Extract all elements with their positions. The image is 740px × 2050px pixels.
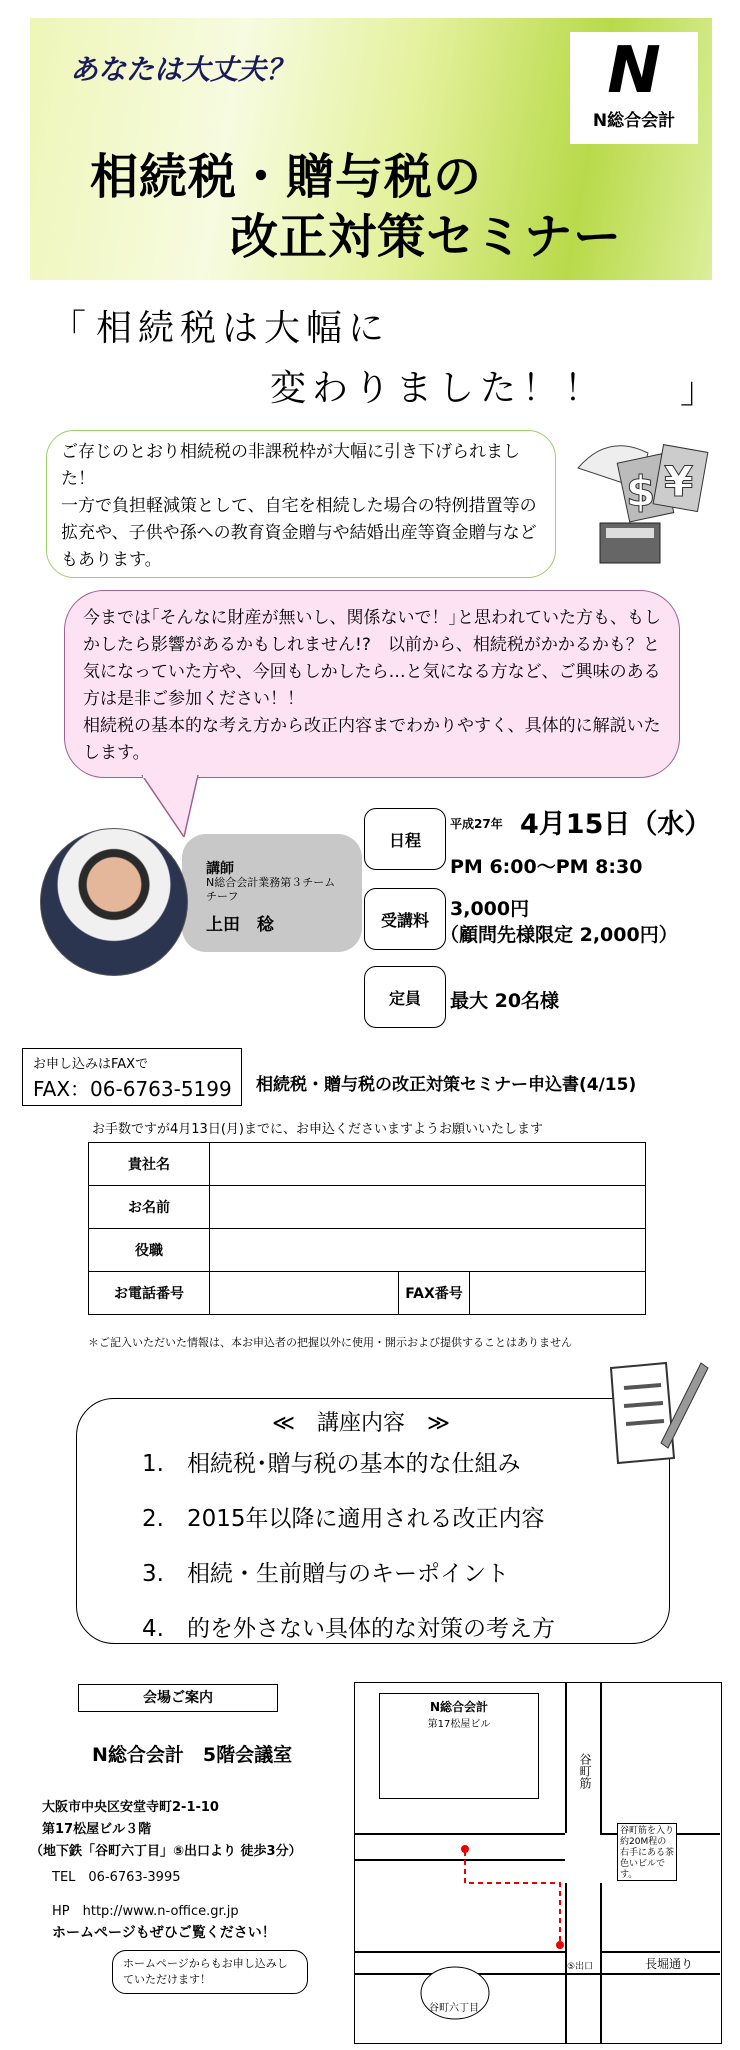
map-street-horizontal: 長堀通り: [645, 1957, 694, 1971]
tagline: あなたは大丈夫？: [70, 53, 295, 86]
fee-value: 3,000円: [450, 898, 530, 920]
money-illustration-icon: [568, 428, 718, 573]
map-building: 第17松屋ビル: [427, 1719, 491, 1730]
web-apply-note: [112, 1950, 308, 1994]
page-title-line2: 改正対策セミナー: [230, 209, 623, 265]
venue-name: N総合会計 5階会議室: [92, 1744, 293, 1766]
company-input[interactable]: [210, 1143, 646, 1186]
map-note: 谷町筋を入り約20M程の右手にある茶色いビルです。: [617, 1823, 677, 1881]
outline-title: ≪ 講座内容 ≫: [272, 1411, 451, 1436]
application-form: [88, 1142, 646, 1315]
fee-note: （顧問先様限定 2,000円）: [440, 924, 678, 946]
outline-item: 2. 2015年以降に適用される改正内容: [142, 1506, 545, 1532]
table-row: [89, 1229, 646, 1272]
privacy-note: ＊ご記入いただいた情報は、本お申込者の把握以外に使用・開示および提供することはありません: [88, 1336, 572, 1349]
intro-text: ご存じのとおり相続税の非課税枠が大幅に引き下げられました！ 一方で負担軽減策として、自宅を相続した場合の特例措置等の拡充や、子供や孫への教育資金贈与や結婚出産等資金贈与などもあります。: [61, 442, 537, 570]
web-apply-text: ホームページからもお申し込みしていただけます！: [123, 1957, 288, 1986]
logo-mark: N: [607, 34, 661, 108]
capacity-value: 最大 20名様: [450, 990, 560, 1012]
quote-close: 」: [680, 370, 723, 411]
bubble-tail-icon: [140, 775, 200, 837]
venue-heading: 会場ご案内: [78, 1684, 278, 1712]
table-row: [89, 1272, 646, 1315]
page-title-line1: 相続税・贈与税の: [90, 149, 483, 205]
intro-box: [46, 430, 556, 578]
logo-text: N総合会計: [592, 111, 676, 131]
map-office-name: N総合会計: [429, 1700, 489, 1714]
form-title: 相続税・贈与税の改正対策セミナー申込書(4/15): [256, 1075, 637, 1095]
lecturer-affiliation: N総合会計業務第３チーム チーフ: [206, 876, 347, 903]
table-row: [89, 1186, 646, 1229]
fax-note: お申し込みはFAXで: [33, 1057, 149, 1072]
fee-label: 受講料: [364, 888, 446, 950]
phone-input[interactable]: [210, 1272, 399, 1315]
company-logo: [570, 32, 698, 144]
speech-bubble: [64, 590, 680, 778]
svg-text:¥: ¥: [664, 457, 694, 506]
lecturer-card: [182, 834, 362, 952]
name-label: お名前: [89, 1186, 210, 1229]
position-label: 役職: [89, 1229, 210, 1272]
fax-label: FAX番号: [399, 1272, 470, 1315]
lecturer-role: 講師: [206, 861, 234, 877]
svg-text:$: $: [626, 467, 656, 516]
header-banner: [30, 18, 712, 280]
capacity-label: 定員: [364, 966, 446, 1028]
fax-input[interactable]: [470, 1272, 646, 1315]
venue-address2: 第17松屋ビル３階: [42, 1822, 152, 1837]
map-street-vertical: 谷町筋: [578, 1753, 592, 1789]
venue-tel: TEL 06-6763-3995: [52, 1870, 181, 1885]
document-pen-icon: [606, 1358, 710, 1468]
outline-item: 4. 的を外さない具体的な対策の考え方: [142, 1616, 555, 1642]
name-input[interactable]: [210, 1186, 646, 1229]
quote-line1: 相続税は大幅に: [96, 308, 391, 349]
quote-open: 「: [50, 308, 93, 349]
outline-item: 3. 相続・生前贈与のキーポイント: [142, 1561, 509, 1587]
quote-line2: 変わりました！！: [270, 368, 607, 409]
lecturer-name: 上田 稔: [206, 915, 274, 935]
table-row: [89, 1143, 646, 1186]
venue-homepage[interactable]: HP http://www.n-office.gr.jp: [52, 1904, 239, 1919]
date-label: 日程: [364, 808, 446, 870]
phone-label: お電話番号: [89, 1272, 210, 1315]
venue-access: （地下鉄「谷町六丁目」⑤出口より 徒歩3分）: [30, 1844, 302, 1859]
homepage-note: ホームページもぜひご覧ください！: [52, 1925, 276, 1941]
bubble-text: 今までは｢そんなに財産が無いし、関係ないで！｣と思われていた方も、もしかしたら影響があるかもしれません!? 以前から、相続税がかかるかも？と気になっていた方や、今回もしかしたら…と気になる方など、ご興味のある方は是非ご参加ください！！ 相続税の基本的な考え方から改正内容までわかりやすく、具体的に解説いたします。: [83, 608, 661, 763]
fax-number: FAX：06-6763-5199: [33, 1077, 232, 1101]
date-main: 4月15日（水）: [520, 809, 712, 840]
time-value: PM 6:00～PM 8:30: [450, 856, 643, 878]
date-prefix: 平成27年: [450, 817, 503, 831]
access-map: [354, 1682, 722, 2044]
map-exit: ⑤出口: [567, 1962, 594, 1972]
venue-address1: 大阪市中央区安堂寺町2-1-10: [42, 1800, 219, 1815]
deadline-note: お手数ですが4月13日(月)までに、お申込くださいますようお願いいたします: [92, 1122, 543, 1137]
fax-box: [22, 1048, 242, 1106]
company-label: 貴社名: [89, 1143, 210, 1186]
map-station: 谷町六丁目: [429, 2003, 479, 2014]
position-input[interactable]: [210, 1229, 646, 1272]
lecturer-photo: [40, 828, 188, 976]
outline-item: 1. 相続税･贈与税の基本的な仕組み: [142, 1451, 521, 1477]
